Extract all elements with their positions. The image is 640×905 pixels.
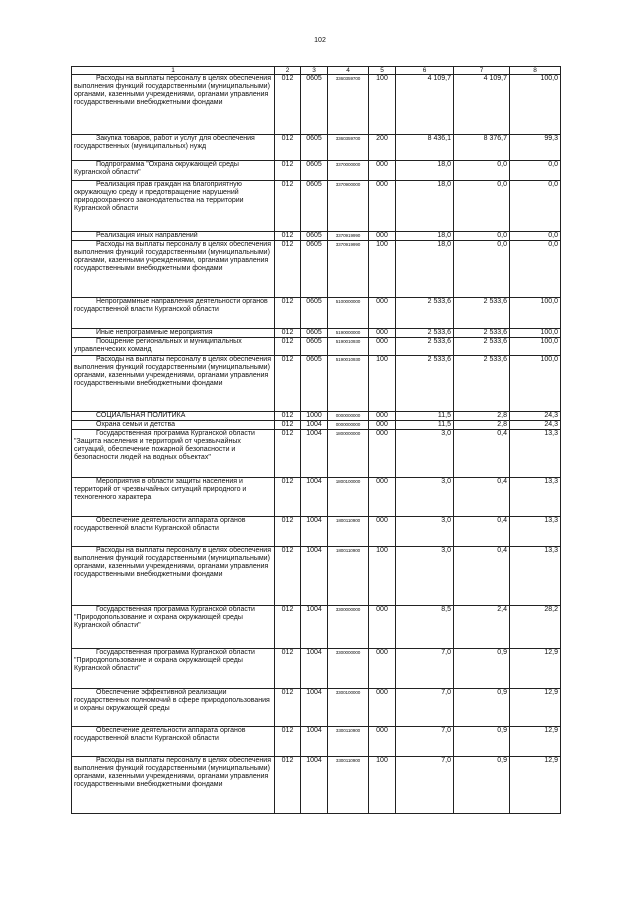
- row-name-cell: [72, 135, 275, 161]
- executed-amount-cell: 0,4: [454, 547, 510, 606]
- row-name-cell: [72, 75, 275, 135]
- planned-amount-cell: 18,0: [396, 232, 454, 241]
- row-name-cell: [72, 329, 275, 338]
- expense-type-cell: 000: [369, 412, 396, 421]
- row-name-text: Обеспечение деятельности аппарата органов государственной власти Курганской области: [74, 517, 246, 532]
- row-name-cell: [72, 161, 275, 181]
- section-code-cell: 1004: [301, 547, 328, 606]
- row-name-cell: [72, 757, 275, 814]
- row-name-text: Реализация прав граждан на благоприятную окружающую среду и предотвращение нарушений природоохранного законодательства на территории Курганской области: [74, 181, 244, 212]
- row-name-cell: [72, 338, 275, 356]
- planned-amount-cell: 18,0: [396, 241, 454, 298]
- row-name-text: Государственная программа Курганской области "Природопользование и охрана окружающей среды Курганской области": [74, 649, 255, 672]
- expense-type-cell: 000: [369, 232, 396, 241]
- planned-amount-cell: 3,0: [396, 517, 454, 547]
- target-code-cell: 0000000000: [328, 412, 369, 421]
- target-code-cell: 1800000000: [328, 430, 369, 478]
- admin-code-cell: 012: [275, 161, 301, 181]
- row-name-text: Поощрение региональных и муниципальных управленческих команд: [74, 338, 242, 353]
- admin-code-cell: 012: [275, 75, 301, 135]
- table-row: [72, 547, 561, 606]
- admin-code-cell: 012: [275, 135, 301, 161]
- column-header: 6: [396, 67, 454, 75]
- column-header: 3: [301, 67, 328, 75]
- row-name-cell: [72, 181, 275, 232]
- table-row: [72, 161, 561, 181]
- planned-amount-cell: 2 533,6: [396, 298, 454, 329]
- column-header: 2: [275, 67, 301, 75]
- section-code-cell: 0605: [301, 298, 328, 329]
- section-code-cell: 0605: [301, 329, 328, 338]
- planned-amount-cell: 18,0: [396, 181, 454, 232]
- executed-amount-cell: 2 533,6: [454, 338, 510, 356]
- section-code-cell: 0605: [301, 356, 328, 412]
- admin-code-cell: 012: [275, 241, 301, 298]
- row-name-text: Иные непрограммные мероприятия: [96, 329, 213, 336]
- percent-cell: 24,3: [510, 412, 561, 421]
- target-code-cell: 3300100000: [328, 689, 369, 727]
- row-name-cell: [72, 649, 275, 689]
- target-code-cell: 5190010930: [328, 338, 369, 356]
- row-name-cell: [72, 232, 275, 241]
- row-name-cell: [72, 412, 275, 421]
- section-code-cell: 1004: [301, 757, 328, 814]
- row-name-cell: [72, 547, 275, 606]
- planned-amount-cell: 2 533,6: [396, 329, 454, 338]
- planned-amount-cell: 11,5: [396, 421, 454, 430]
- expense-type-cell: 000: [369, 727, 396, 757]
- expense-type-cell: 100: [369, 356, 396, 412]
- planned-amount-cell: 18,0: [396, 161, 454, 181]
- row-name-cell: [72, 478, 275, 517]
- row-name-text: Подпрограмма "Охрана окружающей среды Курганской области": [74, 161, 239, 176]
- planned-amount-cell: 7,0: [396, 757, 454, 814]
- percent-cell: 12,9: [510, 649, 561, 689]
- expense-type-cell: 000: [369, 329, 396, 338]
- row-name-cell: [72, 421, 275, 430]
- percent-cell: 13,3: [510, 478, 561, 517]
- row-name-text: Расходы на выплаты персоналу в целях обеспечения выполнения функций государственными (муниципальными) органами, казенными учреждениями, органами управления государственными внебюджетными фондами: [74, 75, 271, 106]
- target-code-cell: 0000000000: [328, 421, 369, 430]
- admin-code-cell: 012: [275, 757, 301, 814]
- table-row: [72, 298, 561, 329]
- executed-amount-cell: 0,9: [454, 757, 510, 814]
- section-code-cell: 0605: [301, 241, 328, 298]
- budget-table: [71, 66, 561, 814]
- section-code-cell: 1004: [301, 727, 328, 757]
- table-row: [72, 517, 561, 547]
- section-code-cell: 0605: [301, 161, 328, 181]
- expense-type-cell: 000: [369, 430, 396, 478]
- section-code-cell: 0605: [301, 338, 328, 356]
- expense-type-cell: 200: [369, 135, 396, 161]
- admin-code-cell: 012: [275, 232, 301, 241]
- executed-amount-cell: 0,0: [454, 232, 510, 241]
- expense-type-cell: 100: [369, 241, 396, 298]
- planned-amount-cell: 2 533,6: [396, 356, 454, 412]
- expense-type-cell: 000: [369, 161, 396, 181]
- target-code-cell: 3300000000: [328, 606, 369, 649]
- executed-amount-cell: 0,0: [454, 181, 510, 232]
- planned-amount-cell: 7,0: [396, 727, 454, 757]
- table-row: [72, 135, 561, 161]
- row-name-text: Мероприятия в области защиты населения и территорий от чрезвычайных ситуаций природного и техногенного характера: [74, 478, 247, 501]
- table-row: [72, 478, 561, 517]
- section-code-cell: 0605: [301, 135, 328, 161]
- admin-code-cell: 012: [275, 356, 301, 412]
- target-code-cell: 1800110900: [328, 547, 369, 606]
- executed-amount-cell: 0,4: [454, 517, 510, 547]
- table-row: [72, 356, 561, 412]
- table-body: [72, 75, 561, 814]
- expense-type-cell: 000: [369, 181, 396, 232]
- admin-code-cell: 012: [275, 298, 301, 329]
- executed-amount-cell: 2,8: [454, 412, 510, 421]
- target-code-cell: 5190010930: [328, 356, 369, 412]
- row-name-cell: [72, 430, 275, 478]
- section-code-cell: 1004: [301, 689, 328, 727]
- planned-amount-cell: 2 533,6: [396, 338, 454, 356]
- table-row: [72, 338, 561, 356]
- expense-type-cell: 000: [369, 298, 396, 329]
- target-code-cell: 3370919990: [328, 241, 369, 298]
- executed-amount-cell: 4 109,7: [454, 75, 510, 135]
- row-name-text: Расходы на выплаты персоналу в целях обеспечения выполнения функций государственными (муниципальными) органами, казенными учреждениями, органами управления государственными внебюджетными фондами: [74, 547, 271, 578]
- percent-cell: 100,0: [510, 75, 561, 135]
- planned-amount-cell: 3,0: [396, 430, 454, 478]
- table-row: [72, 649, 561, 689]
- percent-cell: 12,9: [510, 727, 561, 757]
- row-name-cell: [72, 298, 275, 329]
- percent-cell: 99,3: [510, 135, 561, 161]
- executed-amount-cell: 0,9: [454, 689, 510, 727]
- percent-cell: 13,3: [510, 430, 561, 478]
- admin-code-cell: 012: [275, 338, 301, 356]
- row-name-text: Охрана семьи и детства: [96, 421, 176, 428]
- planned-amount-cell: 8 436,1: [396, 135, 454, 161]
- table-row: [72, 606, 561, 649]
- row-name-text: Закупка товаров, работ и услуг для обеспечения государственных (муниципальных) нужд: [74, 135, 255, 150]
- section-code-cell: 0605: [301, 75, 328, 135]
- percent-cell: 13,3: [510, 547, 561, 606]
- target-code-cell: 3300000000: [328, 649, 369, 689]
- percent-cell: 12,9: [510, 757, 561, 814]
- target-code-cell: 3360359700: [328, 75, 369, 135]
- percent-cell: 100,0: [510, 329, 561, 338]
- percent-cell: 100,0: [510, 298, 561, 329]
- target-code-cell: 3300110900: [328, 727, 369, 757]
- row-name-text: Непрограммные направления деятельности органов государственной власти Курганской области: [74, 298, 268, 313]
- executed-amount-cell: 0,4: [454, 478, 510, 517]
- section-code-cell: 1004: [301, 430, 328, 478]
- planned-amount-cell: 8,5: [396, 606, 454, 649]
- executed-amount-cell: 0,9: [454, 649, 510, 689]
- section-code-cell: 1004: [301, 517, 328, 547]
- executed-amount-cell: 0,0: [454, 241, 510, 298]
- expense-type-cell: 000: [369, 338, 396, 356]
- expense-type-cell: 000: [369, 517, 396, 547]
- column-header: 4: [328, 67, 369, 75]
- admin-code-cell: 012: [275, 689, 301, 727]
- table-row: [72, 181, 561, 232]
- column-header: 8: [510, 67, 561, 75]
- table-row: [72, 421, 561, 430]
- expense-type-cell: 000: [369, 606, 396, 649]
- section-code-cell: 1000: [301, 412, 328, 421]
- planned-amount-cell: 11,5: [396, 412, 454, 421]
- admin-code-cell: 012: [275, 430, 301, 478]
- table-row: [72, 75, 561, 135]
- percent-cell: 0,0: [510, 161, 561, 181]
- executed-amount-cell: 0,9: [454, 727, 510, 757]
- admin-code-cell: 012: [275, 478, 301, 517]
- row-name-text: СОЦИАЛЬНАЯ ПОЛИТИКА: [96, 412, 186, 419]
- section-code-cell: 0605: [301, 181, 328, 232]
- column-header: 1: [72, 67, 275, 75]
- executed-amount-cell: 0,4: [454, 430, 510, 478]
- expense-type-cell: 000: [369, 421, 396, 430]
- row-name-text: Расходы на выплаты персоналу в целях обеспечения выполнения функций государственными (муниципальными) органами, казенными учреждениями, органами управления государственными внебюджетными фондами: [74, 757, 271, 788]
- percent-cell: 24,3: [510, 421, 561, 430]
- target-code-cell: 3360359700: [328, 135, 369, 161]
- row-name-cell: [72, 727, 275, 757]
- table-row: [72, 241, 561, 298]
- percent-cell: 100,0: [510, 338, 561, 356]
- section-code-cell: 1004: [301, 649, 328, 689]
- executed-amount-cell: 2 533,6: [454, 329, 510, 338]
- planned-amount-cell: 3,0: [396, 547, 454, 606]
- target-code-cell: 3370919990: [328, 232, 369, 241]
- expense-type-cell: 100: [369, 757, 396, 814]
- percent-cell: 0,0: [510, 232, 561, 241]
- expense-type-cell: 000: [369, 649, 396, 689]
- admin-code-cell: 012: [275, 181, 301, 232]
- page-number: 102: [314, 37, 326, 44]
- executed-amount-cell: 2,4: [454, 606, 510, 649]
- column-header: 7: [454, 67, 510, 75]
- row-name-cell: [72, 689, 275, 727]
- table-header-row: [72, 67, 561, 75]
- target-code-cell: 1800100000: [328, 478, 369, 517]
- row-name-text: Государственная программа Курганской области "Природопользование и охрана окружающей среды Курганской области": [74, 606, 255, 629]
- admin-code-cell: 012: [275, 517, 301, 547]
- executed-amount-cell: 2 533,6: [454, 298, 510, 329]
- table-row: [72, 412, 561, 421]
- table-row: [72, 430, 561, 478]
- row-name-text: Обеспечение эффективной реализации государственных полномочий в сфере природопользования и охраны окружающей среды: [74, 689, 270, 712]
- admin-code-cell: 012: [275, 606, 301, 649]
- expense-type-cell: 000: [369, 478, 396, 517]
- target-code-cell: 3300110900: [328, 757, 369, 814]
- section-code-cell: 0605: [301, 232, 328, 241]
- executed-amount-cell: 8 376,7: [454, 135, 510, 161]
- executed-amount-cell: 2 533,6: [454, 356, 510, 412]
- expense-type-cell: 100: [369, 547, 396, 606]
- column-header: 5: [369, 67, 396, 75]
- row-name-text: Государственная программа Курганской области "Защита населения и территорий от чрезвычайных ситуаций, обеспечение пожарной безопасности и безопасности людей на водных объектах": [74, 430, 255, 461]
- target-code-cell: 5100000000: [328, 298, 369, 329]
- section-code-cell: 1004: [301, 421, 328, 430]
- row-name-text: Реализация иных направлений: [96, 232, 198, 239]
- admin-code-cell: 012: [275, 421, 301, 430]
- admin-code-cell: 012: [275, 727, 301, 757]
- target-code-cell: 1800110900: [328, 517, 369, 547]
- expense-type-cell: 000: [369, 689, 396, 727]
- target-code-cell: 5190000000: [328, 329, 369, 338]
- planned-amount-cell: 3,0: [396, 478, 454, 517]
- planned-amount-cell: 4 109,7: [396, 75, 454, 135]
- executed-amount-cell: 2,8: [454, 421, 510, 430]
- row-name-cell: [72, 517, 275, 547]
- row-name-cell: [72, 606, 275, 649]
- admin-code-cell: 012: [275, 412, 301, 421]
- table-row: [72, 329, 561, 338]
- row-name-text: Расходы на выплаты персоналу в целях обеспечения выполнения функций государственными (муниципальными) органами, казенными учреждениями, органами управления государственными внебюджетными фондами: [74, 241, 271, 272]
- table-row: [72, 232, 561, 241]
- row-name-text: Обеспечение деятельности аппарата органов государственной власти Курганской области: [74, 727, 246, 742]
- percent-cell: 0,0: [510, 241, 561, 298]
- admin-code-cell: 012: [275, 649, 301, 689]
- percent-cell: 12,9: [510, 689, 561, 727]
- row-name-text: Расходы на выплаты персоналу в целях обеспечения выполнения функций государственными (муниципальными) органами, казенными учреждениями, органами управления государственными внебюджетными фондами: [74, 356, 271, 387]
- planned-amount-cell: 7,0: [396, 649, 454, 689]
- table-row: [72, 689, 561, 727]
- expense-type-cell: 100: [369, 75, 396, 135]
- section-code-cell: 1004: [301, 606, 328, 649]
- executed-amount-cell: 0,0: [454, 161, 510, 181]
- admin-code-cell: 012: [275, 329, 301, 338]
- planned-amount-cell: 7,0: [396, 689, 454, 727]
- target-code-cell: 3370900000: [328, 181, 369, 232]
- admin-code-cell: 012: [275, 547, 301, 606]
- percent-cell: 0,0: [510, 181, 561, 232]
- percent-cell: 100,0: [510, 356, 561, 412]
- percent-cell: 28,2: [510, 606, 561, 649]
- row-name-cell: [72, 356, 275, 412]
- table-row: [72, 727, 561, 757]
- section-code-cell: 1004: [301, 478, 328, 517]
- row-name-cell: [72, 241, 275, 298]
- target-code-cell: 3370000000: [328, 161, 369, 181]
- table-row: [72, 757, 561, 814]
- percent-cell: 13,3: [510, 517, 561, 547]
